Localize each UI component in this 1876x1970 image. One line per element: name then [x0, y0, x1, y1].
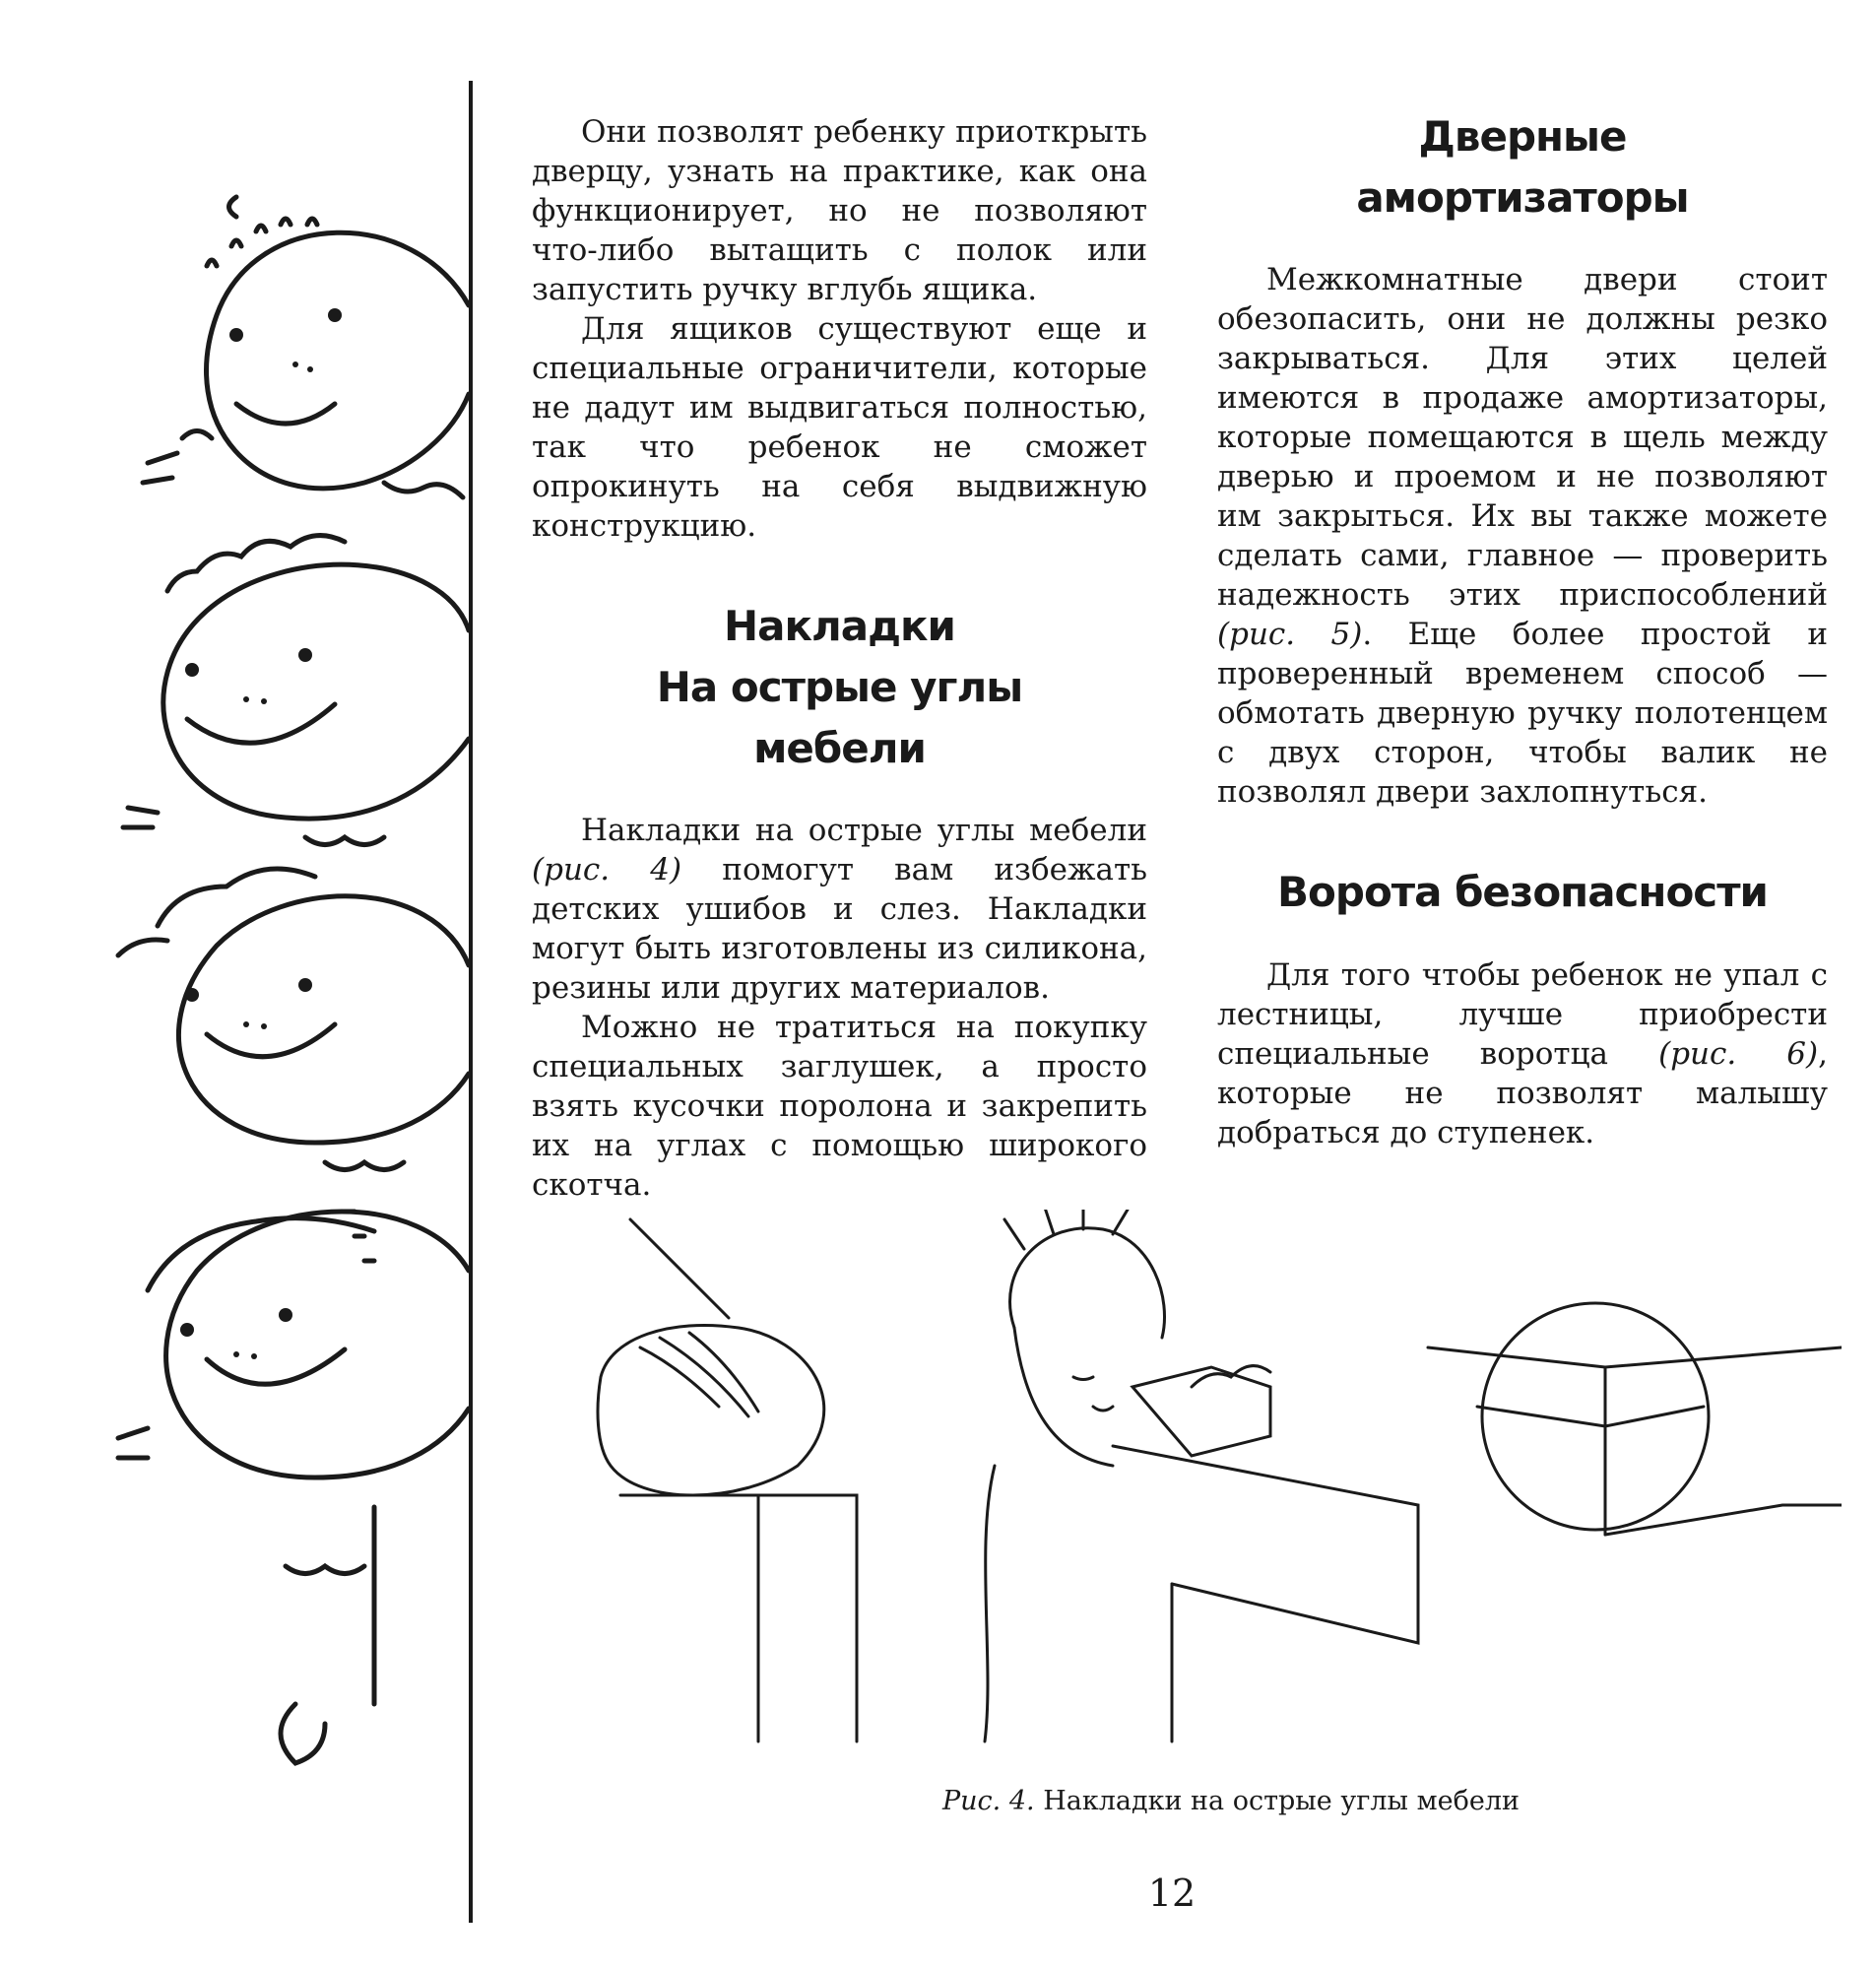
figure-reference: (рис. 5) [1217, 617, 1363, 652]
page-number: 12 [1147, 1872, 1197, 1915]
figure-caption [689, 1786, 1773, 1816]
text-span: Для того чтобы ребенок не упал с лестницы, лучше приобрести специальные воротца [1217, 957, 1828, 1072]
heading-corner-covers [532, 596, 1147, 779]
intro-text-block [532, 112, 1147, 546]
text-span: Межкомнатные двери стоит обезопасить, они не должны резко закрываться. Для этих целей имеются в продаже амортизаторы, которые помещаются в щель между дверью и проемом и не позволяют им закрыться. Их вы также можете сделать сами, главное — проверить надежность этих приспособлений [1217, 262, 1828, 613]
figure-reference: (рис. 4) [532, 852, 682, 887]
heading-line: мебели [753, 724, 926, 772]
heading-line: Накладки [724, 602, 955, 650]
door-stoppers-text-block [1217, 260, 1828, 812]
figure-reference: (рис. 6) [1658, 1036, 1819, 1072]
heading-door-stoppers [1217, 106, 1828, 229]
paragraph [1217, 260, 1828, 812]
heading-line: Дверные [1418, 112, 1627, 161]
paragraph: Для ящиков существуют еще и специальные ограничители, которые не дадут им выдвигаться полностью, так что ребенок не сможет опрокинуть на себя выдвижную конструкцию. [532, 311, 1147, 544]
text-span: , которые не позволят малышу добраться до ступенек. [1217, 1036, 1828, 1150]
paragraph [532, 811, 1147, 1008]
paragraph: Они позволят ребенку приоткрыть дверцу, узнать на практике, как она функционирует, но не позволяют что-либо вытащить с полок или запустить ручку вглубь ящика. [532, 114, 1147, 307]
heading-line: На острые углы [656, 663, 1023, 711]
heading-line: амортизаторы [1356, 173, 1689, 222]
paragraph: Можно не тратиться на покупку специальных заглушек, а просто взять кусочки поролона и закрепить их на углах с помощью широкого скотча. [532, 1010, 1147, 1203]
peeking-children-illustration [89, 167, 473, 1842]
heading-safety-gates: Ворота безопасности [1277, 868, 1768, 916]
corner-covers-illustration [581, 1210, 1842, 1763]
text-span: помогут вам избежать детских ушибов и слез. Накладки могут быть изготовлены из силикона, резины или других материалов. [532, 852, 1147, 1006]
vertical-divider-line [469, 81, 473, 1923]
corner-covers-text-block [532, 811, 1147, 1205]
text-span: . Еще более простой и проверенный временем способ — обмотать дверную ручку полотенцем с двух сторон, чтобы валик не позволял двери захлопнуться. [1217, 617, 1828, 810]
caption-label: Рис. 4. [942, 1786, 1035, 1816]
paragraph [1217, 955, 1828, 1152]
safety-gates-text-block [1217, 955, 1828, 1152]
caption-text: Накладки на острые углы мебели [1034, 1786, 1520, 1816]
text-span: Накладки на острые углы мебели [581, 813, 1147, 848]
